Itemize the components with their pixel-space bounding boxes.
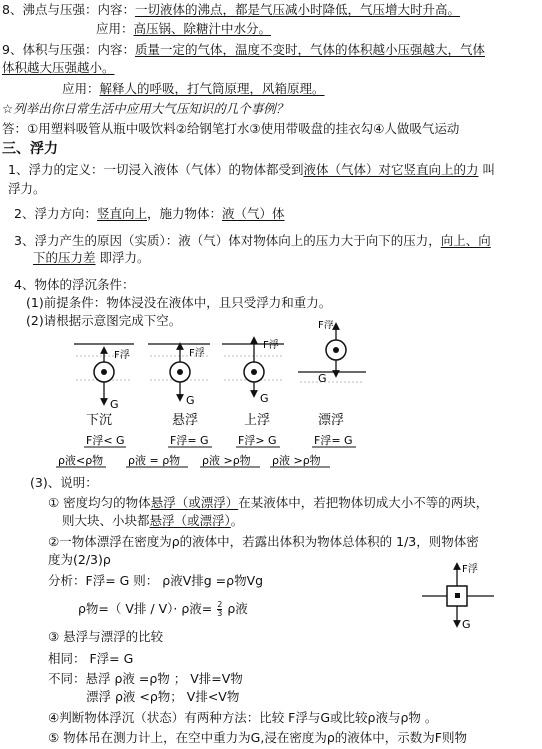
boiling-label: 8、沸点与压强：内容： — [2, 2, 135, 17]
buoyancy-label: F浮 — [114, 350, 130, 361]
float-sink-diagram — [0, 320, 400, 470]
line-diagram-instruction: (2)请根据示意图完成下空。 — [26, 313, 182, 328]
formula-right: ρ液 — [227, 601, 248, 616]
line-note1 — [48, 494, 488, 512]
state-rise: 上浮 — [244, 413, 271, 428]
buoyancy-label: F浮 — [462, 564, 478, 575]
note1-prefix: ① 密度均匀的物体 — [48, 495, 151, 510]
note1-rest: 在某液体中，若把物体切成大小不等的两块， — [238, 495, 489, 510]
note1-state: 悬浮（或漂浮） — [150, 495, 239, 510]
note1-cont-prefix: 则大块、小块都 — [62, 513, 150, 528]
definition-content: 液体（气体）对它竖直向上的力 — [303, 162, 479, 177]
line-boiling-point — [2, 1, 460, 19]
line-cause-cont — [33, 249, 150, 267]
gravity-label: G — [110, 398, 119, 411]
line-premise: (1)前提条件：物体浸没在液体中，且只受浮力和重力。 — [26, 295, 332, 310]
fraction — [217, 601, 222, 618]
line-definition-cont: 浮力。 — [8, 181, 46, 196]
object-float — [318, 320, 346, 385]
floating-block-diagram — [418, 560, 498, 632]
object-suspend — [170, 346, 205, 407]
gravity-label: G — [260, 392, 269, 405]
line-note1-cont — [62, 512, 243, 530]
application-label: 应用： — [96, 21, 134, 36]
fraction-numerator: 2 — [217, 600, 223, 609]
object-rise — [244, 338, 279, 405]
cause-label: 3、浮力产生的原因（实质）：液（气）体对物体向上的压力大于向下的压力， — [14, 233, 441, 248]
line-volume-cont: 体积越大压强越小。 — [2, 60, 115, 75]
volume-content: 质量一定的气体，温度不变时，气体的体积越小压强越大，气体 — [134, 42, 485, 57]
state-float: 漂浮 — [318, 413, 345, 428]
volume-label: 9、体积与压强：内容： — [2, 42, 135, 57]
line-volume-pressure — [2, 41, 485, 59]
buoyancy-label: F浮 — [318, 320, 334, 331]
line-definition — [8, 161, 495, 179]
definition-tail: 叫 — [478, 162, 495, 177]
note1-cont-state: 悬浮（或漂浮） — [149, 513, 231, 528]
state-sink: 下沉 — [86, 413, 113, 428]
line-comparison-title: ③ 悬浮与漂浮的比较 — [48, 629, 164, 644]
density-relation-suspend: ρ液 = ρ物 — [128, 454, 181, 467]
buoyancy-label: F浮 — [189, 348, 205, 359]
line-explanation: (3)、说明： — [30, 475, 98, 490]
fraction-denominator: 3 — [217, 609, 223, 618]
boiling-content: 一切液体的沸点，都是气压减小时降低，气压增大时升高。 — [134, 2, 460, 17]
boiling-application: 高压锅、除糖汁中水分。 — [133, 21, 272, 36]
density-relation-sink: ρ液<ρ物 — [58, 454, 104, 467]
buoyancy-label: F浮 — [263, 340, 279, 351]
line-same: 相同： F浮= G — [48, 651, 134, 666]
line-cause — [14, 232, 491, 250]
gravity-label: G — [318, 372, 327, 385]
density-relation-rise: ρ液 >ρ物 — [202, 454, 251, 467]
line-analysis: 分析：F浮= G 则： ρ液V排g =ρ物Vg — [48, 573, 264, 588]
direction-value: 竖直向上 — [96, 206, 147, 221]
line-spring-scale: ⑤ 物体吊在测力计上，在空中重力为G,浸在密度为ρ的液体中，示数为F则物 — [48, 730, 467, 745]
state-suspend: 悬浮 — [172, 413, 199, 428]
note1-cont-end: 。 — [230, 513, 244, 528]
gravity-label: G — [462, 618, 471, 631]
question-examples: ☆列举出你日常生活中应用大气压知识的几个事例？ — [2, 101, 289, 116]
cause-content: 向上、向 — [440, 233, 491, 248]
answer-examples: 答：①用塑料吸管从瓶中吸饮料②给钢笔打水③使用带吸盘的挂衣勾④人做吸气运动 — [2, 121, 460, 136]
section-title-buoyancy: 三、浮力 — [2, 141, 58, 157]
source-label: ，施力物体： — [146, 206, 222, 221]
cause-tail: 即浮力。 — [95, 250, 150, 265]
line-note2-cont: 度为(2/3)ρ — [48, 552, 111, 567]
application-label: 应用： — [62, 81, 100, 96]
formula-left: ρ物=（ V排 / V）· ρ液= — [78, 601, 213, 616]
density-relation-float: ρ液 >ρ物 — [272, 454, 321, 467]
line-diff-float: 漂浮 ρ液 <ρ物； V排<V物 — [86, 689, 240, 704]
line-density-formula — [78, 600, 248, 618]
force-relation-rise: F浮> G — [238, 434, 277, 447]
cause-content-cont: 下的压力差 — [33, 250, 96, 265]
source-value: 液（气）体 — [222, 206, 285, 221]
force-relation-sink: F浮< G — [86, 434, 125, 447]
volume-application: 解释人的呼吸，打气筒原理，风箱原理。 — [99, 81, 325, 96]
force-relation-float: F浮= G — [314, 434, 353, 447]
line-volume-application — [62, 80, 325, 98]
line-direction — [14, 205, 285, 223]
direction-label: 2、浮力方向： — [14, 206, 97, 221]
definition-label: 1、浮力的定义：一切浸入液体（气体）的物体都受到 — [8, 162, 304, 177]
line-conditions: 4、物体的浮沉条件： — [14, 277, 135, 292]
gravity-label: G — [186, 394, 195, 407]
line-note2: ②一物体漂浮在密度为ρ的液体中，若露出体积为物体总体积的 1/3，则物体密 — [48, 534, 479, 549]
line-boiling-application — [96, 20, 271, 38]
line-diff-suspend: 不同：悬浮 ρ液 =ρ物 ； V排=V物 — [48, 671, 243, 686]
line-judge: ④判断物体浮沉（状态）有两种方法：比较 F浮与G或比较ρ液与ρ物 。 — [48, 710, 438, 725]
force-relation-suspend: F浮= G — [170, 434, 209, 447]
